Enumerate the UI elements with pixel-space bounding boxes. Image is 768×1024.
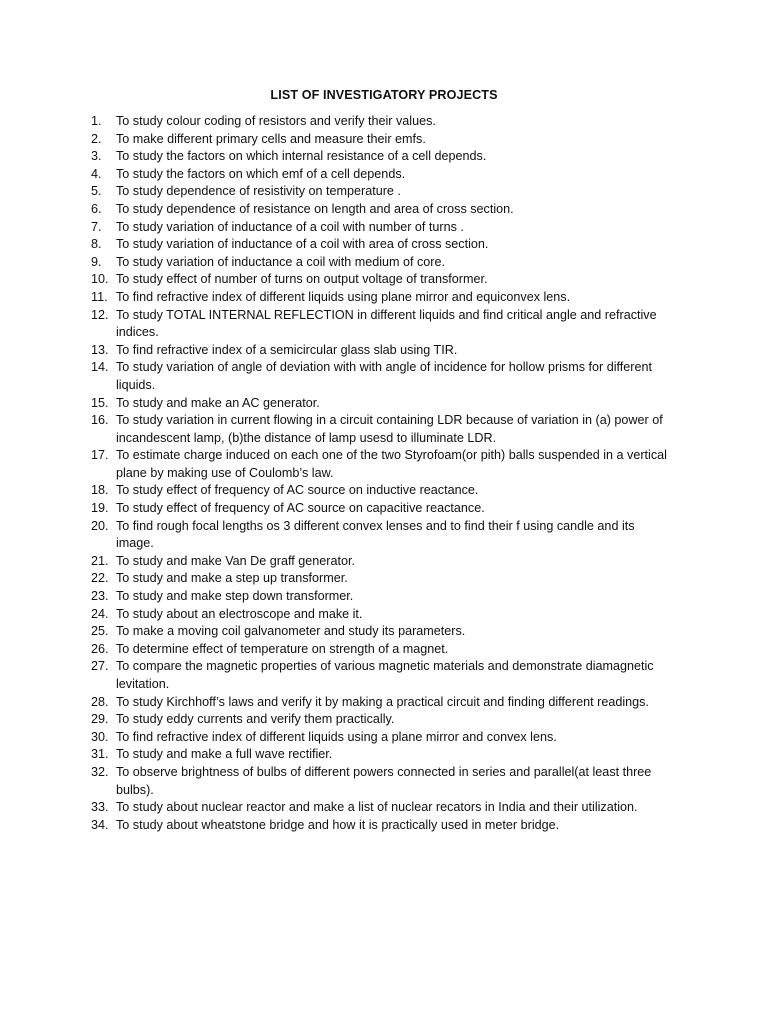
item-number: 8. [91, 237, 102, 252]
item-number: 13. [91, 342, 109, 357]
list-item [91, 799, 673, 817]
list-item [91, 482, 673, 500]
list-item [91, 342, 673, 360]
list-item [91, 588, 673, 606]
item-text: To study variation of angle of deviation with with angle of incidence for hollow prisms for different liquids. [116, 360, 652, 392]
item-text: To find rough focal lengths os 3 different convex lenses and to find their f using candle and its image. [116, 518, 635, 551]
list-item [91, 254, 673, 272]
item-text: To study variation of inductance of a coil with number of turns . [116, 219, 464, 234]
item-number: 25. [91, 624, 109, 639]
item-number: 2. [91, 131, 102, 146]
item-text: To study colour coding of resistors and verify their values. [116, 114, 436, 128]
list-item [91, 166, 673, 184]
item-text: To estimate charge induced on each one of the two Styrofoam(or pith) balls suspended in a vertical plane by making use of Coulomb’s law. [116, 448, 667, 480]
item-text: To study variation of inductance a coil with medium of core. [116, 254, 445, 269]
item-text: To find refractive index of different liquids using plane mirror and equiconvex lens. [116, 289, 571, 304]
list-item [91, 219, 673, 237]
item-number: 22. [91, 571, 109, 586]
item-number: 6. [91, 201, 102, 216]
item-number: 31. [91, 747, 109, 762]
item-number: 18. [91, 483, 109, 498]
item-text: To study and make an AC generator. [116, 395, 320, 410]
item-text: To study the factors on which emf of a cell depends. [116, 166, 406, 181]
item-number: 3. [91, 149, 102, 164]
list-item [91, 447, 673, 482]
list-item [91, 412, 673, 447]
project-list [91, 113, 673, 834]
item-number: 27. [91, 659, 109, 674]
item-text: To make different primary cells and measure their emfs. [116, 131, 426, 146]
item-text: To compare the magnetic properties of various magnetic materials and demonstrate diamagnetic levitation. [116, 659, 654, 691]
item-number: 1. [91, 114, 102, 128]
page-title: LIST OF INVESTIGATORY PROJECTS [270, 88, 498, 102]
item-number: 14. [91, 360, 109, 375]
item-number: 30. [91, 729, 109, 744]
list-item [91, 289, 673, 307]
item-number: 29. [91, 712, 109, 727]
list-item [91, 518, 673, 553]
list-item [91, 658, 673, 693]
item-text: To find refractive index of different liquids using a plane mirror and convex lens. [116, 729, 557, 744]
item-text: To study effect of frequency of AC source on capacitive reactance. [116, 501, 485, 516]
item-text: To study and make Van De graff generator. [116, 553, 355, 568]
list-item [91, 359, 673, 394]
item-number: 11. [91, 289, 108, 304]
item-text: To study and make step down transformer. [116, 589, 354, 604]
item-number: 10. [91, 272, 109, 287]
list-item [91, 746, 673, 764]
item-number: 32. [91, 764, 109, 779]
list-item [91, 236, 673, 254]
item-number: 28. [91, 694, 109, 709]
item-number: 24. [91, 606, 109, 621]
item-text: To study the factors on which internal resistance of a cell depends. [116, 149, 487, 164]
list-item [91, 764, 673, 799]
list-item [91, 570, 673, 588]
item-text: To study and make a full wave rectifier. [116, 747, 333, 762]
item-text: To find refractive index of a semicircular glass slab using TIR. [116, 342, 458, 357]
item-number: 19. [91, 501, 109, 516]
list-item [91, 183, 673, 201]
item-number: 4. [91, 166, 102, 181]
item-number: 12. [91, 307, 109, 322]
list-item [91, 623, 673, 641]
item-number: 20. [91, 518, 109, 533]
list-item [91, 113, 673, 131]
list-item [91, 500, 673, 518]
item-text: To study about an electroscope and make it. [116, 606, 363, 621]
item-number: 23. [91, 589, 109, 604]
item-text: To study effect of number of turns on output voltage of transformer. [116, 272, 488, 287]
item-text: To determine effect of temperature on strength of a magnet. [116, 641, 449, 656]
item-number: 21. [91, 553, 109, 568]
item-text: To study and make a step up transformer. [116, 571, 348, 586]
item-number: 15. [91, 395, 109, 410]
item-text: To study effect of frequency of AC source on inductive reactance. [116, 483, 479, 498]
list-item [91, 148, 673, 166]
item-number: 5. [91, 184, 102, 199]
item-text: To study dependence of resistivity on temperature . [116, 184, 401, 199]
list-item [91, 606, 673, 624]
item-text: To make a moving coil galvanometer and study its parameters. [116, 624, 466, 639]
item-number: 16. [91, 413, 109, 428]
list-item [91, 395, 673, 413]
list-item [91, 817, 673, 835]
list-item [91, 553, 673, 571]
item-number: 17. [91, 448, 109, 463]
item-number: 26. [91, 641, 109, 656]
item-text: To study dependence of resistance on length and area of cross section. [116, 201, 514, 216]
item-text: To study about nuclear reactor and make a list of nuclear recators in India and their utilization. [116, 800, 638, 815]
list-item [91, 131, 673, 149]
list-item [91, 307, 673, 342]
list-item [91, 641, 673, 659]
list-item [91, 694, 673, 712]
item-text: To study about wheatstone bridge and how it is practically used in meter bridge. [116, 817, 560, 832]
item-text: To study variation of inductance of a coil with area of cross section. [116, 237, 489, 252]
item-number: 9. [91, 254, 102, 269]
list-item [91, 729, 673, 747]
item-text: To study Kirchhoff’s laws and verify it by making a practical circuit and finding different readings. [116, 694, 649, 709]
list-item [91, 711, 673, 729]
item-text: To study variation in current flowing in a circuit containing LDR because of variation in (a) power of incandescent lamp, (b)the distance of lamp usesd to illuminate LDR. [116, 413, 663, 445]
item-text: To study eddy currents and verify them practically. [116, 712, 395, 727]
item-number: 7. [91, 219, 102, 234]
item-number: 34. [91, 817, 109, 832]
list-item [91, 271, 673, 289]
list-item [91, 201, 673, 219]
item-text: To study TOTAL INTERNAL REFLECTION in different liquids and find critical angle and refractive indices. [116, 307, 657, 340]
item-number: 33. [91, 800, 109, 815]
item-text: To observe brightness of bulbs of different powers connected in series and parallel(at least three bulbs). [116, 764, 652, 797]
